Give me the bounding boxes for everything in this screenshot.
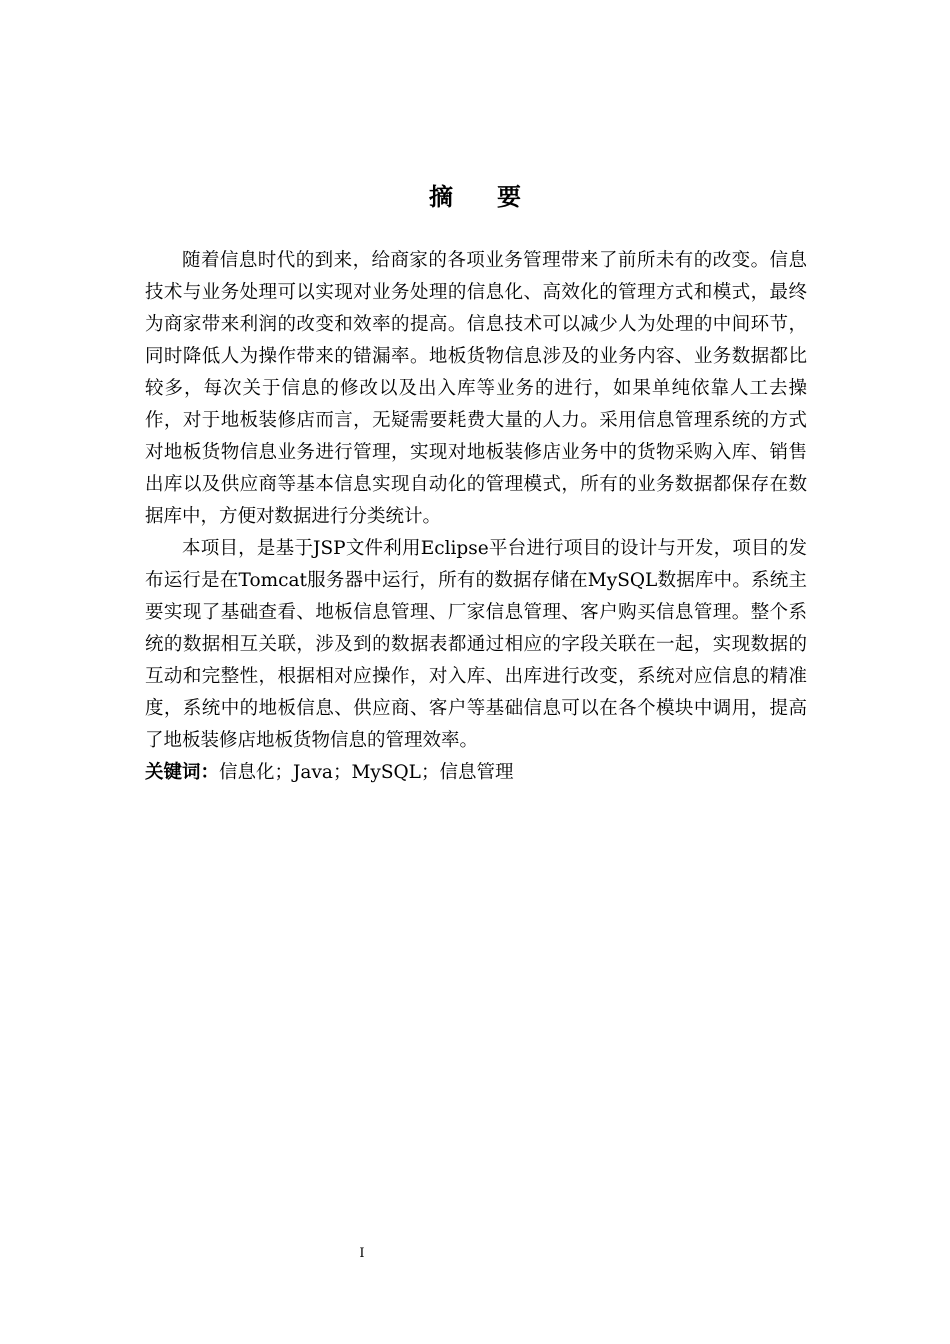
keywords-line	[145, 757, 807, 789]
abstract-body	[145, 245, 807, 789]
abstract-title: 摘要	[429, 183, 565, 211]
abstract-paragraph-1: 随着信息时代的到来，给商家的各项业务管理带来了前所未有的改变。信息技术与业务处理可以实现对业务处理的信息化、高效化的管理方式和模式，最终为商家带来利润的改变和效率的提高。信息技术可以减少人为处理的中间环节，同时降低人为操作带来的错漏率。地板货物信息涉及的业务内容、业务数据都比较多，每次关于信息的修改以及出入库等业务的进行，如果单纯依靠人工去操作，对于地板装修店而言，无疑需要耗费大量的人力。采用信息管理系统的方式对地板货物信息业务进行管理，实现对地板装修店业务中的货物采购入库、销售出库以及供应商等基本信息实现自动化的管理模式，所有的业务数据都保存在数据库中，方便对数据进行分类统计。	[145, 250, 807, 527]
keywords-label: 关键词：	[145, 762, 220, 783]
keywords-value: 信息化；Java；MySQL；信息管理	[219, 762, 514, 783]
abstract-paragraph-2: 本项目，是基于JSP文件利用Eclipse平台进行项目的设计与开发，项目的发布运行是在Tomcat服务器中运行，所有的数据存储在MySQL数据库中。系统主要实现了基础查看、地板信息管理、厂家信息管理、客户购买信息管理。整个系统的数据相互关联，涉及到的数据表都通过相应的字段关联在一起，实现数据的互动和完整性，根据相对应操作，对入库、出库进行改变，系统对应信息的精准度，系统中的地板信息、供应商、客户等基础信息可以在各个模块中调用，提高了地板装修店地板货物信息的管理效率。	[145, 538, 807, 751]
page-number: I	[359, 1246, 365, 1261]
